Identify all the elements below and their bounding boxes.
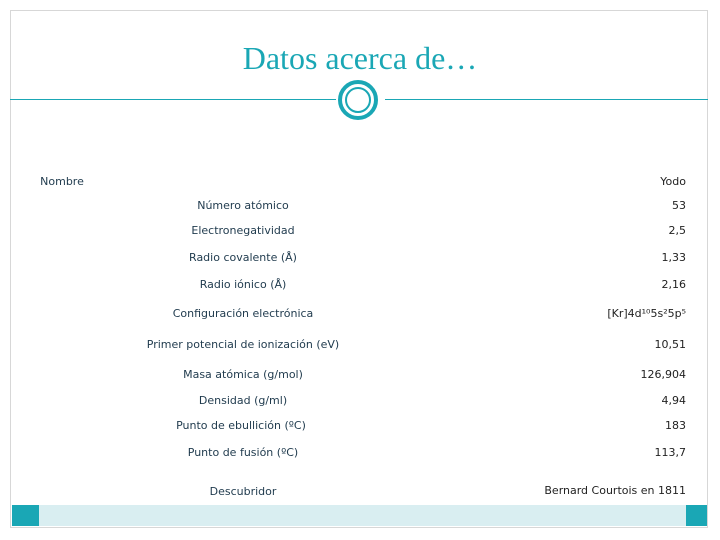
- row-label-punto-fusion: Punto de fusión (ºC): [187, 446, 299, 459]
- title-divider-right: [385, 99, 708, 100]
- header-label: Nombre: [40, 175, 84, 188]
- row-label-numero-atomico: Número atómico: [197, 199, 289, 212]
- row-value-radio-covalente: 1,33: [661, 251, 686, 264]
- row-label-descubridor: Descubridor: [209, 485, 277, 498]
- row-label-electronegatividad: Electronegatividad: [191, 224, 295, 237]
- row-value-punto-ebullicion: 183: [665, 419, 686, 432]
- title-divider-left: [10, 99, 336, 100]
- row-value-radio-ionico: 2,16: [661, 278, 686, 291]
- header-value: Yodo: [660, 175, 686, 188]
- row-value-densidad: 4,94: [661, 394, 686, 407]
- row-label-masa-atomica: Masa atómica (g/mol): [183, 368, 303, 381]
- row-value-numero-atomico: 53: [672, 199, 686, 212]
- row-value-electronegatividad: 2,5: [668, 224, 686, 237]
- footer-bar-right: [686, 505, 707, 526]
- row-value-potencial-ionizacion: 10,51: [654, 338, 686, 351]
- row-label-radio-covalente: Radio covalente (Å): [189, 251, 297, 264]
- row-value-descubridor: Bernard Courtois en 1811: [544, 484, 686, 497]
- row-label-punto-ebullicion: Punto de ebullición (ºC): [176, 419, 306, 432]
- row-label-densidad: Densidad (g/ml): [198, 394, 288, 407]
- row-label-configuracion-electronica: Configuración electrónica: [172, 307, 314, 320]
- slide-title: Datos acerca de…: [242, 40, 478, 76]
- row-label-radio-ionico: Radio iónico (Å): [199, 278, 287, 291]
- row-label-potencial-ionizacion: Primer potencial de ionización (eV): [146, 338, 340, 351]
- footer-bar-center: [39, 505, 686, 526]
- row-value-punto-fusion: 113,7: [654, 446, 686, 459]
- footer-bar-left: [12, 505, 39, 526]
- row-value-configuracion-electronica: [Kr]4d¹⁰5s²5p⁵: [607, 307, 686, 320]
- circle-ornament-icon: [338, 80, 378, 120]
- row-value-masa-atomica: 126,904: [640, 368, 686, 381]
